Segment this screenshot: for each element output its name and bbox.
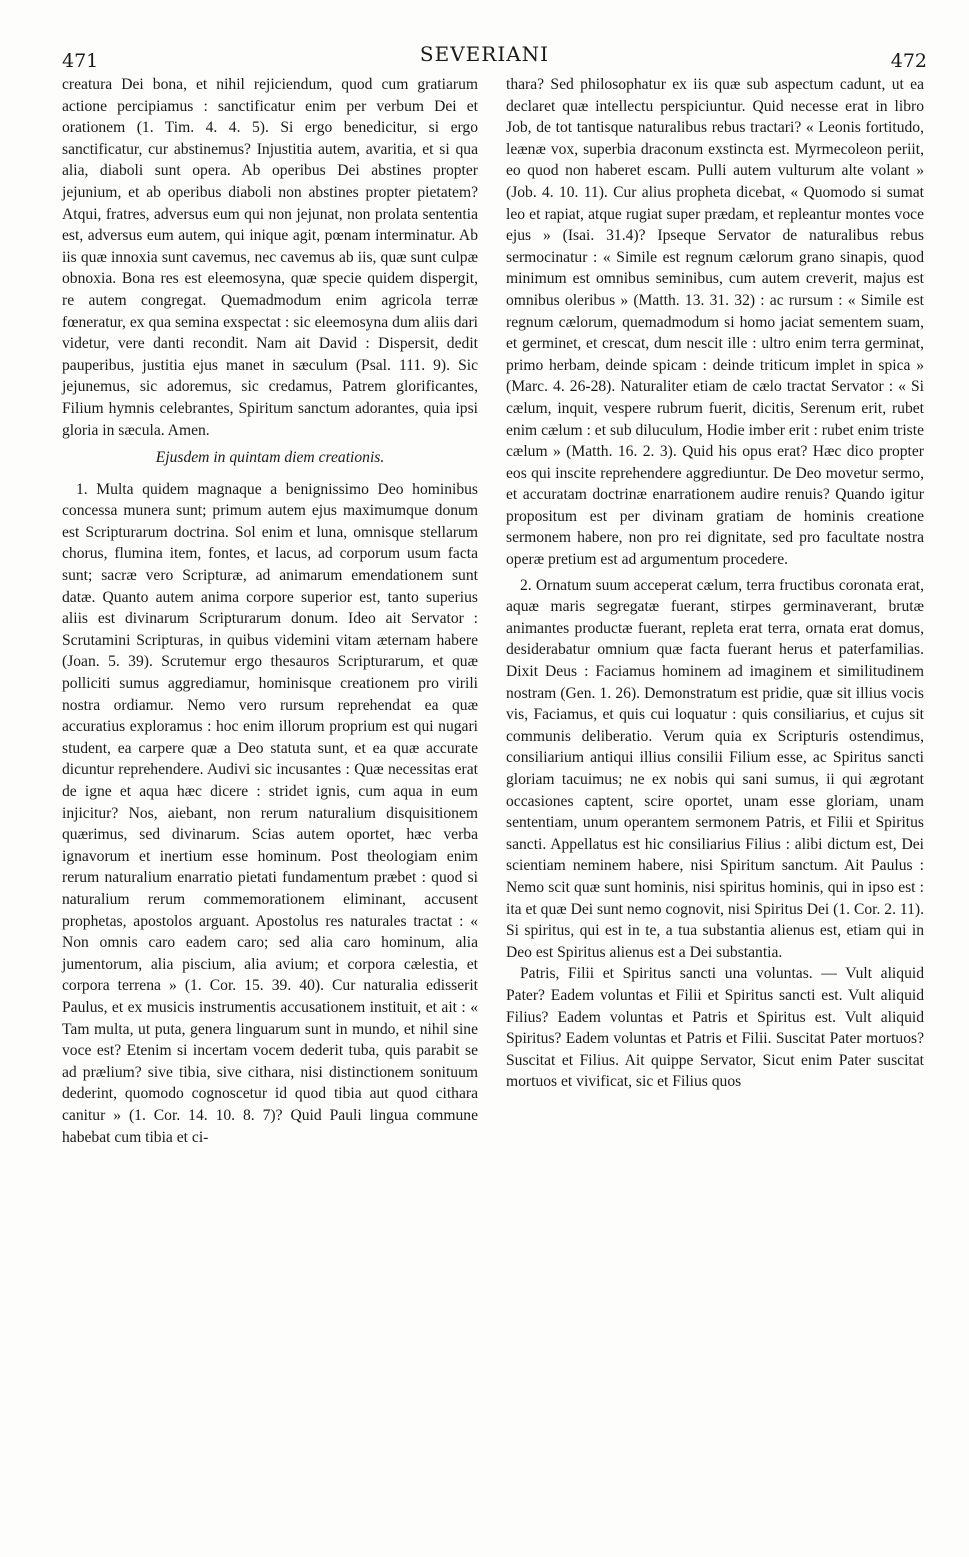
running-title: SEVERIANI bbox=[419, 42, 550, 66]
left-column bbox=[62, 74, 478, 1148]
paragraph: Patris, Filii et Spiritus sancti una voluntas. — Vult aliquid Pater? Eadem voluntas et Filii et Spiritus sancti est. Vult aliquid Filius? Eadem voluntas et Patris et Spiritus est. Vult aliquid Spiritus? Eadem voluntas et Patris et Filii. Suscitat Pater mortuos? Suscitat et Filius. Ait quippe Servator, Sicut enim Pater suscitat mortuos et vivificat, sic et Filius quos bbox=[506, 965, 924, 1091]
paragraph: creatura Dei bona, et nihil rejiciendum, quod cum gratiarum actione percipiamus : sanctificatur enim per verbum Dei et orationem (1. Tim. 4. 4. 5). Si ergo benedicitur, si ergo sanctificatur, cur abstinemus? Injustitia autem, avaritia, et si qua alia, diaboli sunt opera. Ab operibus Dei abstines propter jejunium, et ab operibus diaboli non abstines propter pietatem? Atqui, fratres, adversus eum qui non jejunat, non prolata sententia est, adversus eum autem, qui inique agit, pœnam interminatur. Ab iis quæ innoxia sunt cavemus, nec cavemus ab iis, quæ sunt culpæ obnoxia. Bona res est eleemosyna, quæ specie quidem dispergit, re autem congregat. Quemadmodum enim agricola terræ fœneratur, ex qua semina exspectat : sic eleemosyna dum aliis dari videtur, vere danti recondit. Nam ait David : Dispersit, dedit pauperibus, justitia ejus manet in sæculum (Psal. 111. 9). Sic jejunemus, sic adoremus, sic credamus, Patrem glorificantes, Filium hymnis celebrantes, Spiritum sanctum adorantes, quia ipsi gloria in sæcula. Amen. bbox=[62, 76, 478, 439]
section-heading: Ejusdem in quintam diem creationis. bbox=[155, 449, 385, 467]
paragraph: 2. Ornatum suum acceperat cælum, terra fructibus coronata erat, aquæ maris segregatæ fuerant, stirpes germinaverant, brutæ animantes productæ fuerant, repleta erat terra, ornata erat domus, desiderabatur omnium quæ facta fuerant herus et paterfamilias. Dixit Deus : Faciamus hominem ad imaginem et similitudinem nostram (Gen. 1. 26). Demonstratum est pridie, quæ sit illius vocis vis, Faciamus, et quis cui loquatur : quis consiliarius, et cujus sit communis deliberatio. Verum quia ex Scripturis ostendimus, consiliarium antiqui illius consilii Filium esse, ac Spiritus sancti gloriam tacuimus; ne ex nobis qui sani sumus, ii qui ægrotant occasiones captent, scire oportet, unam esse gloriam, unam sententiam, unum operantem sermonem Patris, et Filii et Spiritus sancti. Appellatus est hic consiliarius Filius : alibi dictum est, Dei scientiam neminem habere, nisi Spiritum sanctum. Ait Paulus : Nemo scit quæ sunt hominis, nisi spiritus hominis, qui in ipso est : ita et quæ Dei sunt nemo cognovit, nisi Spiritus Dei (1. Cor. 2. 11). Si spiritus, qui est in te, a tua substantia alienus est, etiam qui in Deo est Spiritus alienus est a Dei substantia. bbox=[506, 576, 924, 961]
page-number-left: 471 bbox=[62, 50, 99, 72]
paragraph: 1. Multa quidem magnaque a benignissimo Deo hominibus concessa munera sunt; primum autem ejus maximumque donum est Scripturarum doctrina. Sol enim et luna, omnisque stellarum chorus, flumina item, fontes, et lacus, ad corporum usum facta sunt; sacræ vero Scripturæ, ad animarum emendationem sunt datæ. Quanto autem anima corpore superior est, tanto superius aliis est divinarum Scripturarum donum. Ideo ait Servator : Scrutamini Scripturas, in quibus videmini vitam æternam habere (Joan. 5. 39). Scrutemur ergo thesauros Scripturarum, et quæ polliciti sumus aggrediamur, hominisque creationem pro virili nostra ordiamur. Nemo vero rursum reprehendat ea quæ accuratius exploramus : hoc enim illorum proprium est qui nugari student, ea carpere quæ a Deo statuta sunt, et ea quæ accurate dicuntur reprehendere. Audivi sic incusantes : Quæ necessitas erat de igne et aqua hæc dicere : stridet ignis, cum aqua in eum injicitur? Nos, aiebant, non rerum naturalium disquisitionem quærimus, sed divinarum. Scias autem oportet, hæc verba ignavorum et inertium esse hominum. Post theologiam enim rerum naturalium enarratio pietati fundamentum præbet : quod si naturalium rerum commemorationem eliminant, accusent prophetas, apostolos arguant. Apostolus res naturales tractat : « Non omnis caro eadem caro; sed alia caro hominum, alia jumentorum, alia piscium, alia avium; et corpora cælestia, et corpora terrena » (1. Cor. 15. 39. 40). Cur naturalia edisserit Paulus, et ex musicis instrumentis accusationem instituit, et ait : « Tam multa, ut puta, genera linguarum sunt in mundo, et nihil sine voce est? Etenim si incertam vocem dederit tuba, quis parabit se ad prælium? sive tibia, sive cithara, nisi distinctionem sonituum dederint, quomodo cognoscetur id quod tibia aut quod cithara canitur » (1. Cor. 14. 10. 8. 7)? Quid Pauli lingua commune habebat cum tibia et ci- bbox=[62, 480, 478, 1146]
right-column bbox=[506, 74, 924, 1093]
paragraph: thara? Sed philosophatur ex iis quæ sub aspectum cadunt, ut ea declaret quæ intellectu perspiciuntur. Quid necesse erat in libro Job, de tot tantisque naturalibus rebus tractari? « Leonis fortitudo, leænæ vox, superbia draconum exstincta est. Myrmecoleon periit, eo quod non haberet escam. Pulli autem vulturum alte volant » (Job. 4. 10. 11). Cur alius propheta dicebat, « Quomodo si sumat leo et rapiat, atque rugiat super prædam, et repleantur montes voce ejus » (Isai. 31.4)? Ipseque Servator de naturalibus rebus sermocinatur : « Simile est regnum cælorum grano sinapis, quod minimum est omnibus seminibus, cum autem creverit, majus est omnibus oleribus » (Matth. 13. 31. 32) : ac rursum : « Simile est regnum cælorum, quemadmodum si homo jaciat sementem suam, et germinet, et crescat, dum nescit ille : ultro enim terra germinat, primo herbam, deinde spicam : deinde triticum implet in spica » (Marc. 4. 26-28). Naturaliter etiam de cælo tractat Servator : « Si cælum, inquit, vespere rubrum fuerit, dicitis, Serenum erit, rubet enim cælum : et sub diluculum, Hodie imber erit : rubet enim triste cælum » (Matth. 16. 2. 3). Quid his opus erat? Hæc dico propter eos qui inscite reprehendere aggrediuntur. De Deo movetur sermo, et accuratam doctrinæ enarrationem audire renuis? Quando igitur propositum est per divinam gratiam de hominis creatione sermonem habere, non pro rei dignitate, sed pro facultate nostra operæ pretium est ad argumentum procedere. bbox=[506, 76, 924, 569]
page-number-right: 472 bbox=[890, 50, 927, 72]
running-header bbox=[0, 42, 969, 72]
